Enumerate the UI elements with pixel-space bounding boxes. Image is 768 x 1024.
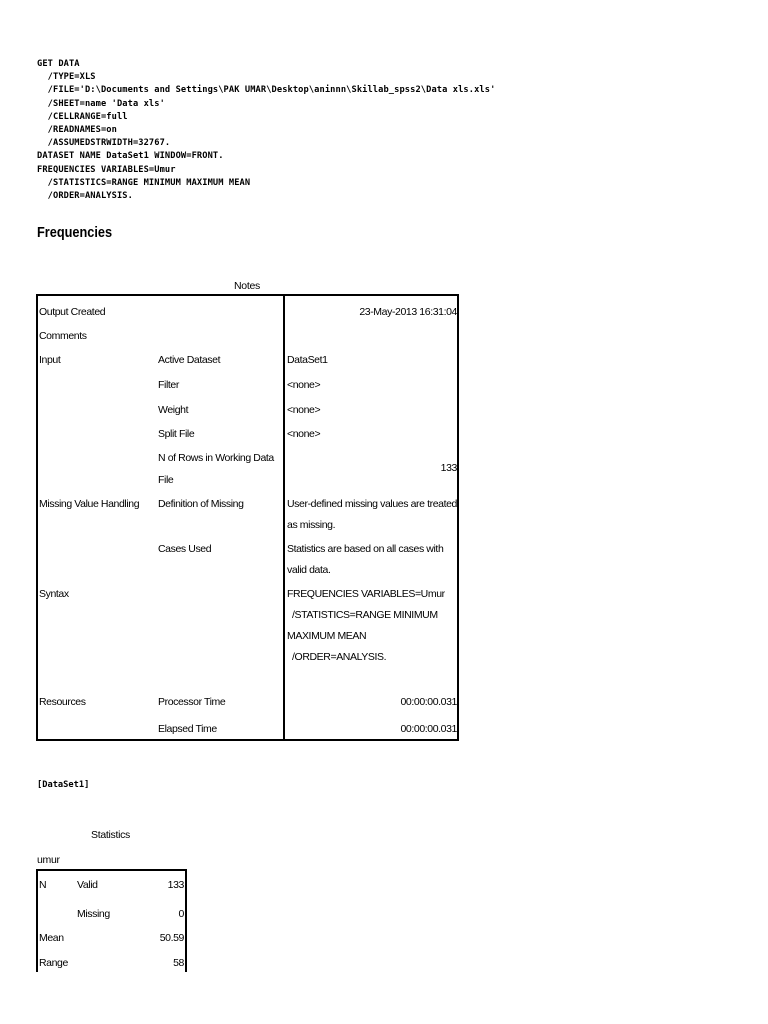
statistics-label: N: [39, 879, 47, 891]
notes-label: Comments: [39, 330, 87, 342]
notes-value: as missing.: [287, 519, 336, 531]
notes-sublabel: Processor Time: [158, 696, 226, 708]
notes-sublabel: Cases Used: [158, 543, 212, 555]
syntax-line: FREQUENCIES VARIABLES=Umur: [37, 164, 176, 175]
statistics-label: Mean: [39, 932, 64, 944]
statistics-label: Range: [39, 957, 68, 969]
syntax-line: /TYPE=XLS: [37, 72, 96, 83]
syntax-block: [37, 58, 495, 203]
notes-label: Missing Value Handling: [39, 498, 140, 510]
statistics-value: 58: [173, 957, 184, 969]
notes-value: FREQUENCIES VARIABLES=Umur: [287, 588, 445, 600]
notes-sublabel: File: [158, 474, 174, 486]
statistics-value: 0: [178, 908, 184, 920]
syntax-line: /STATISTICS=RANGE MINIMUM MAXIMUM MEAN: [37, 177, 251, 188]
notes-value: 133: [440, 462, 457, 474]
statistics-table-left-border: [36, 869, 38, 972]
notes-sublabel: Active Dataset: [158, 354, 221, 366]
notes-sublabel: Elapsed Time: [158, 723, 217, 735]
notes-table-divider: [283, 294, 285, 741]
statistics-sublabel: Missing: [77, 908, 110, 920]
notes-value: <none>: [287, 404, 321, 416]
notes-sublabel: Filter: [158, 379, 179, 391]
syntax-line: /CELLRANGE=full: [37, 111, 128, 122]
notes-value: Statistics are based on all cases with: [287, 543, 444, 555]
notes-value: User-defined missing values are treated: [287, 498, 457, 510]
notes-label: Syntax: [39, 588, 69, 600]
syntax-line: GET DATA: [37, 59, 80, 69]
notes-table: [36, 294, 459, 741]
notes-value: <none>: [287, 428, 321, 440]
notes-value: <none>: [287, 379, 321, 391]
notes-value: 23-May-2013 16:31:04: [359, 306, 457, 318]
notes-value: 00:00:00.031: [400, 696, 457, 708]
notes-label: Resources: [39, 696, 86, 708]
syntax-line: /ASSUMEDSTRWIDTH=32767.: [37, 138, 171, 149]
dataset-tag: [DataSet1]: [37, 780, 90, 790]
notes-table-title: Notes: [234, 280, 260, 292]
statistics-value: 133: [167, 879, 184, 891]
syntax-line: /READNAMES=on: [37, 125, 117, 136]
notes-value: valid data.: [287, 564, 331, 576]
notes-sublabel: N of Rows in Working Data: [158, 452, 274, 464]
syntax-line: DATASET NAME DataSet1 WINDOW=FRONT.: [37, 151, 224, 162]
notes-value: MAXIMUM MEAN: [287, 630, 367, 642]
syntax-line: /ORDER=ANALYSIS.: [37, 191, 133, 202]
page-title: Frequencies: [37, 224, 113, 241]
notes-value: DataSet1: [287, 354, 328, 366]
notes-sublabel: Weight: [158, 404, 189, 416]
notes-value: /ORDER=ANALYSIS.: [287, 651, 387, 663]
statistics-value: 50.59: [159, 932, 184, 944]
syntax-line: /FILE='D:\Documents and Settings\PAK UMAR\Desktop\aninnn\Skillab_spss2\Data xls.xls': [37, 85, 496, 96]
statistics-table-top-border: [36, 869, 187, 871]
syntax-line: /SHEET=name 'Data xls': [37, 98, 165, 109]
statistics-table-right-border: [185, 869, 187, 972]
notes-label: Input: [39, 354, 61, 366]
notes-label: Output Created: [39, 306, 106, 318]
statistics-table-title: Statistics: [91, 829, 131, 841]
notes-value: 00:00:00.031: [400, 723, 457, 735]
notes-sublabel: Definition of Missing: [158, 498, 244, 510]
statistics-sublabel: Valid: [77, 879, 98, 891]
notes-value: /STATISTICS=RANGE MINIMUM: [287, 609, 438, 621]
statistics-variable-label: umur: [37, 854, 60, 866]
notes-sublabel: Split File: [158, 428, 195, 440]
